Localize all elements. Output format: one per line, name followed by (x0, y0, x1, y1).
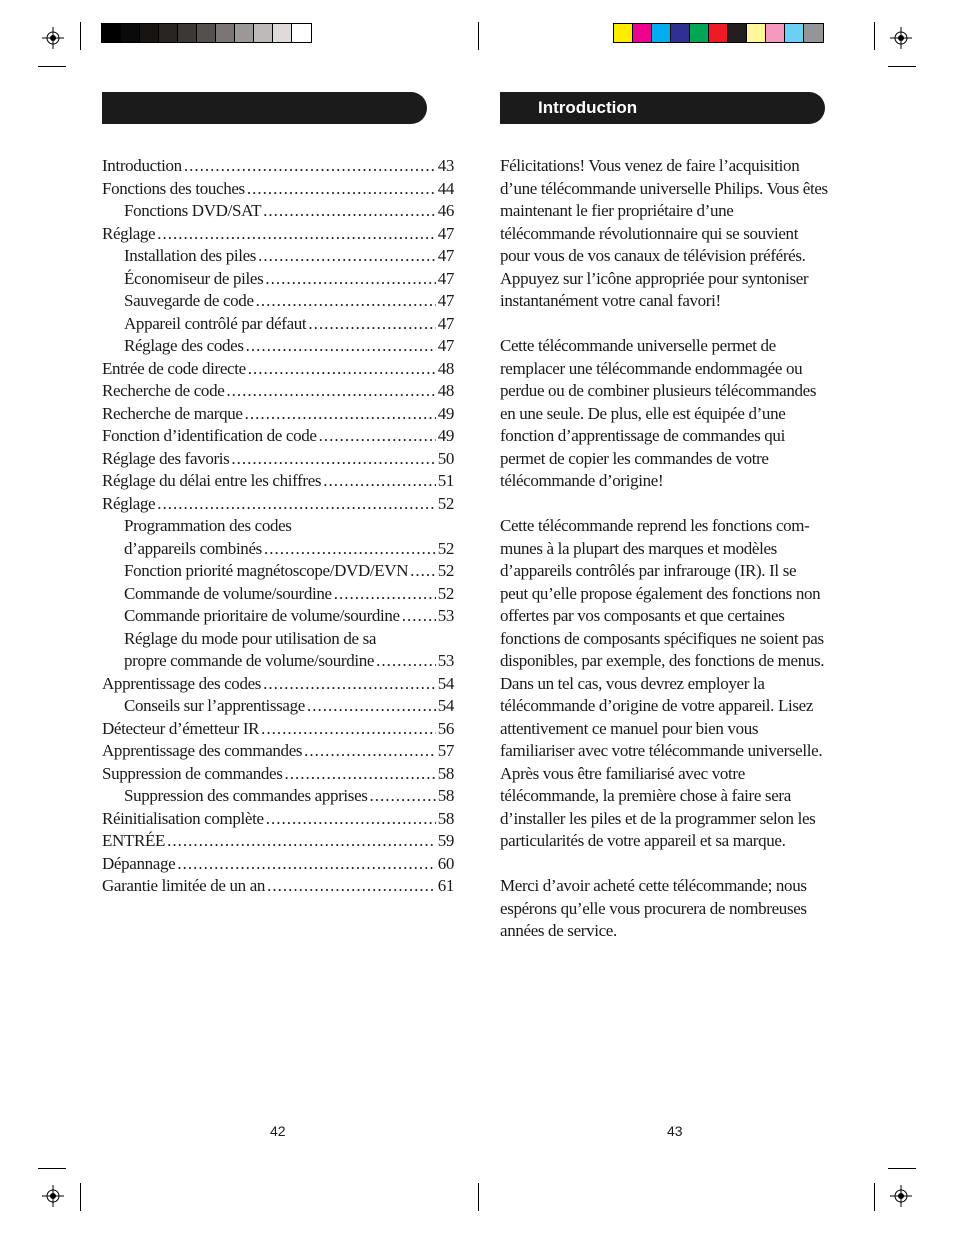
toc-entry-label: Fonctions des touches (102, 178, 245, 198)
color-swatch (292, 24, 311, 42)
text-line: Félicitations! Vous venez de faire l’acquisition (500, 156, 800, 175)
toc-entry-label: Réinitialisation complète (102, 808, 264, 828)
toc-leader-dots (184, 155, 436, 178)
color-swatch (633, 24, 652, 42)
toc-entry (102, 358, 454, 381)
toc-entry (102, 493, 454, 516)
toc-entry-label: Introduction (102, 156, 182, 175)
toc-entry-label: Réglage des favoris (102, 448, 230, 468)
text-line: disponibles, par exemple, des fonctions de menus. (500, 651, 825, 670)
toc-entry-page: 47 (437, 291, 454, 310)
text-line: Après vous être familiarisé avec votre (500, 763, 745, 783)
toc-entry-page: 49 (437, 403, 454, 423)
text-line: d’installer les piles et de la programmer selon les (500, 808, 816, 828)
toc-entry-page: 52 (437, 583, 454, 603)
crop-mark (80, 1183, 81, 1211)
text-line: remplacer une télécommande endommagée ou (500, 358, 803, 378)
intro-paragraph (500, 875, 856, 943)
color-swatch (614, 24, 633, 42)
toc-leader-dots (177, 853, 435, 876)
toc-entry (102, 763, 454, 786)
toc-leader-dots (261, 718, 436, 741)
crop-mark (888, 1168, 916, 1169)
toc-leader-dots (167, 830, 436, 853)
toc-entry (102, 223, 454, 246)
toc-leader-dots (157, 223, 435, 246)
toc-leader-dots (319, 425, 436, 448)
text-line: permet de copier les commandes de votre (500, 448, 769, 468)
toc-entry-label: Commande de volume/sourdine (124, 583, 332, 603)
text-line: télécommande, la première chose à faire sera (500, 786, 791, 805)
color-swatch (159, 24, 178, 42)
toc-entry (102, 403, 454, 426)
toc-leader-dots (307, 695, 436, 718)
text-line: d’appareils contrôlés par infrarouge (IR). Il se (500, 561, 797, 580)
toc-entry-page: 48 (437, 358, 454, 378)
toc-entry (102, 268, 454, 291)
text-line: instantanément votre canal favori! (500, 291, 721, 310)
color-swatch (804, 24, 823, 42)
crop-mark (478, 22, 479, 50)
color-calibration-strip (613, 23, 824, 43)
introduction-text (500, 155, 856, 965)
color-swatch (652, 24, 671, 42)
toc-leader-dots (265, 268, 435, 291)
toc-entry (102, 830, 454, 853)
color-swatch (178, 24, 197, 42)
toc-entry-page: 57 (437, 741, 454, 760)
toc-entry (102, 245, 454, 268)
crop-mark (888, 66, 916, 67)
toc-leader-dots (248, 358, 436, 381)
toc-entry (102, 583, 454, 606)
color-swatch (747, 24, 766, 42)
toc-leader-dots (267, 875, 436, 898)
toc-entry-page: 53 (437, 651, 454, 670)
toc-leader-dots (231, 448, 435, 471)
toc-entry-page: 52 (437, 493, 454, 513)
text-line: peut qu’elle propose également des fonctions non (500, 583, 821, 603)
intro-paragraph (500, 515, 856, 853)
text-line: perdue ou de combiner plusieurs télécommandes (500, 381, 817, 400)
grayscale-calibration-strip (101, 23, 312, 43)
toc-leader-dots (157, 493, 435, 516)
registration-mark-icon (890, 27, 912, 49)
toc-entry (102, 515, 454, 538)
toc-leader-dots (323, 470, 435, 493)
toc-leader-dots (334, 583, 436, 606)
text-line: télécommande révolutionnaire qui se souvient (500, 223, 799, 243)
text-line: espérons qu’elle vous procurera de nombreuses (500, 898, 807, 918)
toc-entry-label: Programmation des codes (124, 516, 292, 535)
toc-leader-dots (245, 403, 436, 426)
toc-entry (102, 785, 454, 808)
toc-entry-label: Recherche de marque (102, 403, 243, 423)
table-of-contents (102, 155, 454, 898)
color-swatch (216, 24, 235, 42)
left-section-header-bar (102, 92, 427, 124)
crop-mark (38, 1168, 66, 1169)
toc-entry-page: 61 (437, 876, 454, 895)
crop-mark (874, 22, 875, 50)
color-swatch (102, 24, 121, 42)
registration-mark-icon (42, 1185, 64, 1207)
toc-leader-dots (376, 650, 436, 673)
toc-entry-label: Fonctions DVD/SAT (124, 201, 262, 220)
toc-entry-page: 51 (437, 471, 454, 490)
toc-entry-page: 52 (437, 561, 454, 580)
toc-leader-dots (410, 560, 436, 583)
toc-entry-page: 54 (437, 696, 454, 715)
toc-entry (102, 650, 454, 673)
toc-entry-label: Installation des piles (124, 246, 257, 265)
toc-entry (102, 470, 454, 493)
toc-entry (102, 313, 454, 336)
toc-entry-page: 58 (437, 786, 454, 805)
crop-mark (80, 22, 81, 50)
color-swatch (140, 24, 159, 42)
toc-entry-label: Fonction d’identification de code (102, 426, 317, 445)
toc-entry (102, 875, 454, 898)
toc-entry-label: Suppression des commandes apprises (124, 786, 368, 805)
text-line: particularités de votre appareil et sa marque. (500, 831, 786, 850)
toc-entry-label: Apprentissage des commandes (102, 741, 303, 760)
toc-entry (102, 425, 454, 448)
toc-entry-label: Réglage des codes (124, 336, 244, 355)
toc-entry (102, 538, 454, 561)
toc-entry-label: Appareil contrôlé par défaut (124, 313, 307, 333)
toc-entry-page: 58 (437, 763, 454, 783)
toc-entry-label: Économiseur de piles (124, 268, 264, 288)
text-line: attentivement ce manuel pour bien vous (500, 718, 759, 738)
toc-entry-label: Garantie limitée de un an (102, 876, 266, 895)
toc-entry-label: Dépannage (102, 853, 176, 873)
text-line: Merci d’avoir acheté cette télécommande; nous (500, 876, 807, 895)
toc-entry-page: 59 (437, 831, 454, 850)
color-swatch (785, 24, 804, 42)
text-line: offertes par vos composants et que certaines (500, 606, 785, 625)
text-line: Cette télécommande universelle permet de (500, 336, 776, 355)
toc-entry-page: 46 (437, 201, 454, 220)
color-swatch (273, 24, 292, 42)
toc-entry-label: Conseils sur l’apprentissage (124, 696, 305, 715)
toc-entry (102, 290, 454, 313)
intro-paragraph (500, 155, 856, 313)
toc-entry-label: Détecteur d’émetteur IR (102, 718, 260, 738)
toc-entry-label: ENTRÉE (102, 831, 166, 850)
toc-entry (102, 740, 454, 763)
text-line: Cette télécommande reprend les fonctions com- (500, 516, 810, 535)
toc-leader-dots (266, 808, 436, 831)
text-line: télécommande d’origine de votre appareil. Lisez (500, 696, 814, 715)
toc-entry-label: propre commande de volume/sourdine (124, 651, 375, 670)
color-swatch (671, 24, 690, 42)
text-line: maintenant le fier propriétaire d’une (500, 201, 734, 220)
color-swatch (690, 24, 709, 42)
toc-entry (102, 718, 454, 741)
toc-entry-page: 47 (437, 336, 454, 355)
toc-entry-page: 58 (437, 808, 454, 828)
toc-entry (102, 178, 454, 201)
toc-entry-label: Recherche de code (102, 381, 225, 400)
text-line: d’une télécommande universelle Philips. Vous êtes (500, 178, 828, 198)
toc-leader-dots (264, 538, 436, 561)
crop-mark (874, 1183, 875, 1211)
toc-entry (102, 155, 454, 178)
toc-entry-label: Réglage (102, 493, 156, 513)
text-line: familiariser avec votre télécommande universelle. (500, 741, 823, 760)
text-line: Dans un tel cas, vous devrez employer la (500, 673, 765, 693)
toc-entry (102, 335, 454, 358)
toc-entry-page: 43 (437, 156, 454, 175)
toc-leader-dots (263, 673, 436, 696)
crop-mark (38, 66, 66, 67)
text-line: fonctions de composants spécifiques ne soient pas (500, 628, 824, 648)
toc-leader-dots (226, 380, 435, 403)
toc-entry-page: 47 (437, 223, 454, 243)
toc-entry-label: Suppression de commandes (102, 763, 283, 783)
text-line: en une seule. De plus, elle est équipée d’une (500, 403, 786, 423)
toc-entry-page: 44 (437, 178, 454, 198)
toc-entry-page: 47 (437, 313, 454, 333)
toc-entry-label: Réglage du délai entre les chiffres (102, 471, 322, 490)
toc-entry-page: 50 (437, 448, 454, 468)
toc-leader-dots (246, 335, 436, 358)
crop-mark (478, 1183, 479, 1211)
toc-entry (102, 808, 454, 831)
toc-entry (102, 853, 454, 876)
toc-entry-label: Sauvegarde de code (124, 291, 254, 310)
toc-entry-page: 53 (437, 606, 454, 625)
text-line: Appuyez sur l’icône appropriée pour syntoniser (500, 268, 809, 288)
toc-leader-dots (284, 763, 435, 786)
toc-entry-label: Réglage (102, 223, 156, 243)
registration-mark-icon (890, 1185, 912, 1207)
toc-entry-page: 56 (437, 718, 454, 738)
toc-entry-page: 47 (437, 268, 454, 288)
section-title: Introduction (538, 98, 638, 117)
toc-entry (102, 605, 454, 628)
toc-entry-label: Entrée de code directe (102, 358, 246, 378)
toc-entry-label: d’appareils combinés (124, 538, 262, 558)
toc-entry-label: Commande prioritaire de volume/sourdine (124, 606, 400, 625)
toc-leader-dots (247, 178, 436, 201)
text-line: fonction d’apprentissage de commandes qui (500, 426, 785, 445)
toc-entry-label: Fonction priorité magnétoscope/DVD/EVN (124, 561, 409, 580)
color-swatch (766, 24, 785, 42)
toc-entry (102, 695, 454, 718)
color-swatch (728, 24, 747, 42)
color-swatch (121, 24, 140, 42)
toc-leader-dots (258, 245, 436, 268)
registration-mark-icon (42, 27, 64, 49)
toc-leader-dots (402, 605, 436, 628)
toc-leader-dots (304, 740, 436, 763)
text-line: télécommande d’origine! (500, 471, 664, 490)
toc-entry-page: 47 (437, 246, 454, 265)
toc-entry-label: Apprentissage des codes (102, 673, 262, 693)
toc-entry (102, 673, 454, 696)
toc-entry (102, 560, 454, 583)
color-swatch (709, 24, 728, 42)
color-swatch (197, 24, 216, 42)
page-number-right: 43 (667, 1123, 683, 1139)
color-swatch (254, 24, 273, 42)
toc-entry-label: Réglage du mode pour utilisation de sa (124, 628, 377, 648)
toc-entry-page: 60 (437, 853, 454, 873)
color-swatch (235, 24, 254, 42)
toc-entry-page: 48 (437, 381, 454, 400)
toc-entry (102, 380, 454, 403)
text-line: années de service. (500, 921, 617, 940)
toc-entry (102, 448, 454, 471)
page-number-left: 42 (270, 1123, 286, 1139)
toc-entry-page: 52 (437, 538, 454, 558)
intro-paragraph (500, 335, 856, 493)
toc-entry-page: 54 (437, 673, 454, 693)
text-line: pour vous de vos canaux de télévision préférés. (500, 246, 806, 265)
toc-entry (102, 200, 454, 223)
toc-entry (102, 628, 454, 651)
toc-leader-dots (370, 785, 436, 808)
toc-leader-dots (256, 290, 436, 313)
text-line: munes à la plupart des marques et modèles (500, 538, 777, 558)
toc-leader-dots (263, 200, 436, 223)
toc-leader-dots (308, 313, 435, 336)
right-section-header-bar (500, 92, 825, 124)
toc-entry-page: 49 (437, 426, 454, 445)
